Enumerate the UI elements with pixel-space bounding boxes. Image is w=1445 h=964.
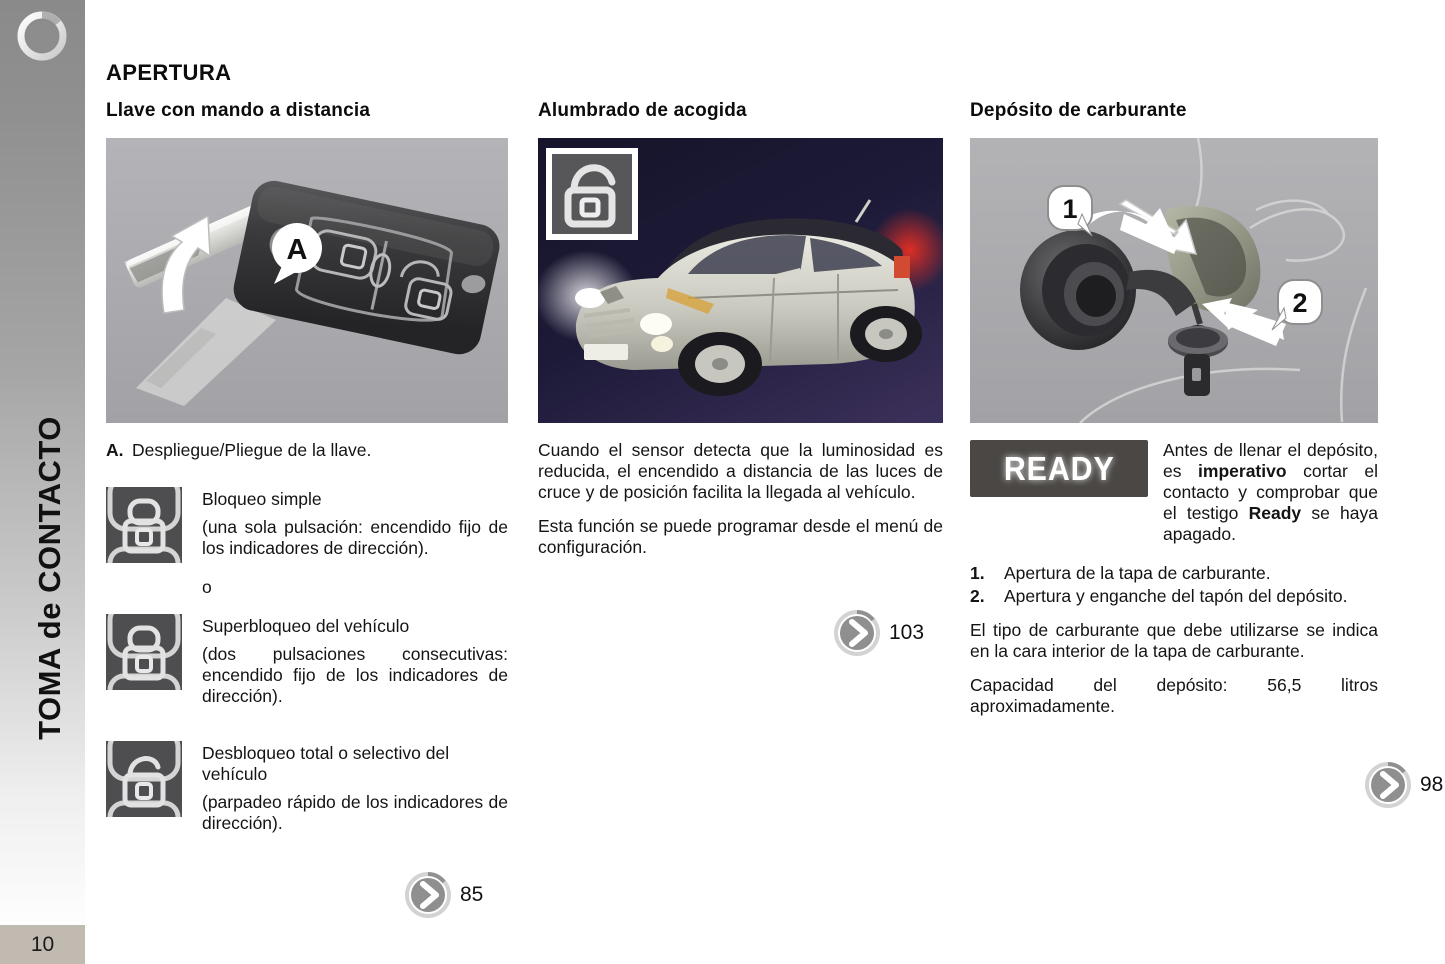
page-reference-98[interactable]: [1365, 762, 1443, 808]
welcome-lighting-figure: [538, 138, 943, 423]
svg-text:A: A: [286, 234, 308, 266]
page-reference-number: 103: [889, 621, 925, 644]
page-reference-103[interactable]: [834, 610, 924, 656]
svg-text:2: 2: [1292, 288, 1308, 318]
list-item-detail: (parpadeo rápido de los indicadores de dirección).: [202, 792, 508, 833]
page-content: [85, 0, 1445, 964]
column-2-body: [538, 440, 943, 558]
numbered-item-1: [970, 563, 1378, 584]
remote-control-key-figure: [106, 138, 508, 423]
page-reference-number: 98: [1420, 773, 1444, 796]
chevron-right-icon: [834, 610, 880, 656]
column-3-body: [970, 440, 1378, 717]
figure-overlay-unlock: [546, 148, 638, 240]
ready-badge-label: READY: [1003, 449, 1115, 487]
numbered-item-mark: 1.: [970, 563, 985, 583]
chevron-right-icon: [1365, 762, 1411, 808]
ready-indicator-badge: [970, 440, 1148, 497]
ready-text-part-bold: Ready: [1248, 503, 1302, 523]
lock-closed-icon: [106, 614, 182, 690]
paragraph: Esta función se puede programar desde el menú de configuración.: [538, 516, 943, 557]
paragraph: Cuando el sensor detecta que la luminosidad es reducida, el encendido a distancia de las luces de cruce y de posición facilita la llegada al vehículo.: [538, 440, 943, 502]
ready-warning-text: [1163, 440, 1378, 545]
lock-open-icon: [106, 741, 182, 817]
lettered-item-mark: A.: [106, 440, 124, 460]
numbered-item-mark: 2.: [970, 586, 985, 606]
list-item-desbloqueo: [106, 741, 508, 834]
ready-text-part: se haya apagado.: [1163, 503, 1378, 544]
column-3-heading: Depósito de carburante: [970, 100, 1187, 121]
column-2-heading: Alumbrado de acogida: [538, 100, 747, 121]
page-reference-85[interactable]: [405, 872, 483, 918]
list-item-detail: (una sola pulsación: encendido fijo de los indicadores de dirección).: [202, 517, 508, 558]
ready-text-part-bold: imperativo: [1198, 461, 1287, 481]
lettered-item-text: Despliegue/Pliegue de la llave.: [132, 440, 372, 460]
numbered-item-2: [970, 586, 1378, 607]
lock-closed-icon: [106, 487, 182, 563]
lettered-item-a: [106, 440, 508, 461]
chapter-title: TOMA de CONTACTO: [32, 416, 67, 740]
paragraph: El tipo de carburante que debe utilizarse se indica en la cara interior de la tapa de carburante.: [970, 620, 1378, 661]
ready-warning-block: [970, 440, 1378, 545]
svg-text:1: 1: [1062, 194, 1078, 224]
paragraph: Capacidad del depósito: 56,5 litros aproximadamente.: [970, 675, 1378, 716]
ring-gauge-logo-icon: [16, 10, 68, 62]
separator-o: o: [202, 577, 212, 597]
page-reference-number: 85: [460, 883, 484, 906]
page-number: [0, 925, 85, 964]
numbered-item-text: Apertura de la tapa de carburante.: [1004, 563, 1271, 583]
page-number-value: 10: [30, 932, 55, 956]
list-item-superbloqueo: [106, 614, 508, 707]
chapter-sidebar: [0, 0, 85, 964]
fuel-tank-figure: [970, 138, 1378, 423]
list-item-bloqueo-simple: [106, 487, 508, 563]
list-item-detail: (dos pulsaciones consecutivas: encendido fijo de los indicadores de dirección).: [202, 644, 508, 706]
section-title: APERTURA: [106, 60, 232, 85]
list-item-title: Desbloqueo total o selectivo del vehículo: [202, 743, 450, 784]
ready-text-part: cortar el contacto y comprobar que el testigo: [1163, 461, 1378, 523]
list-item-title: Bloqueo simple: [202, 489, 322, 509]
figure-callout-2: [1272, 280, 1322, 330]
chevron-right-icon: [405, 872, 451, 918]
ready-text-part: Antes de llenar el depósito, es: [1163, 440, 1378, 481]
list-item-title: Superbloqueo del vehículo: [202, 616, 410, 636]
numbered-item-text: Apertura y enganche del tapón del depósito.: [1004, 586, 1348, 606]
column-1-body: [106, 440, 508, 838]
column-1-heading: Llave con mando a distancia: [106, 100, 371, 121]
